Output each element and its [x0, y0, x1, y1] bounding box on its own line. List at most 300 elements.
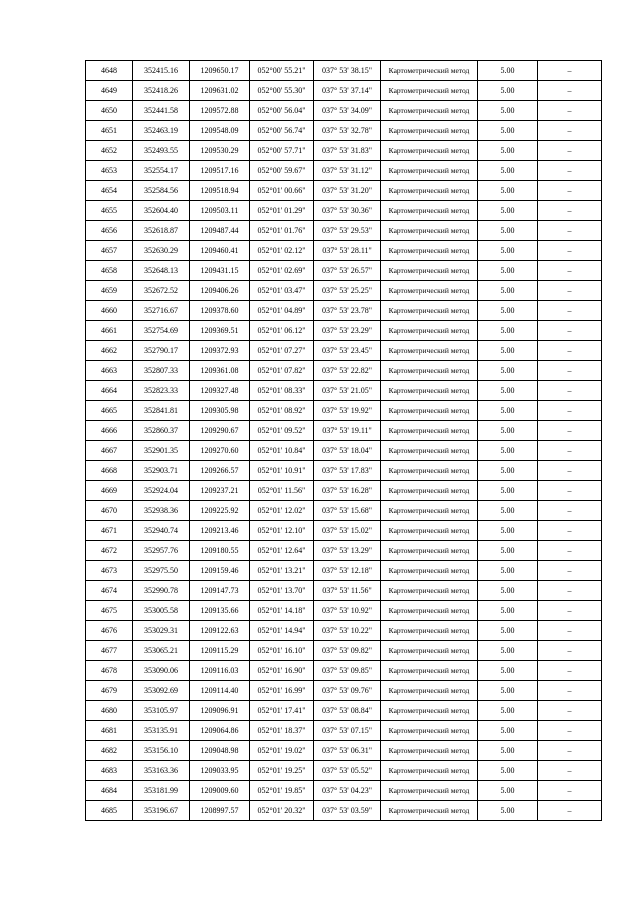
table-row	[86, 61, 602, 81]
cell-point-number: 4673	[86, 561, 133, 581]
cell-y-coordinate: 1209406.26	[190, 281, 250, 301]
cell-x-coordinate: 352901.35	[133, 441, 190, 461]
table-row	[86, 81, 602, 101]
cell-point-number: 4660	[86, 301, 133, 321]
table-row	[86, 561, 602, 581]
cell-description: –	[538, 721, 602, 741]
table-row	[86, 181, 602, 201]
cell-latitude: 052°00' 59.67"	[250, 161, 314, 181]
cell-longitude: 037° 53' 09.76"	[314, 681, 381, 701]
cell-description: –	[538, 681, 602, 701]
table-row	[86, 621, 602, 641]
cell-point-number: 4683	[86, 761, 133, 781]
cell-method: Картометрический метод	[381, 301, 478, 321]
cell-longitude: 037° 53' 31.83"	[314, 141, 381, 161]
cell-method: Картометрический метод	[381, 181, 478, 201]
cell-accuracy: 5.00	[478, 581, 538, 601]
cell-y-coordinate: 1209530.29	[190, 141, 250, 161]
cell-point-number: 4681	[86, 721, 133, 741]
cell-accuracy: 5.00	[478, 261, 538, 281]
cell-description: –	[538, 521, 602, 541]
table-row	[86, 161, 602, 181]
cell-method: Картометрический метод	[381, 101, 478, 121]
cell-accuracy: 5.00	[478, 641, 538, 661]
cell-longitude: 037° 53' 04.23"	[314, 781, 381, 801]
table-row	[86, 441, 602, 461]
cell-y-coordinate: 1209431.15	[190, 261, 250, 281]
cell-method: Картометрический метод	[381, 361, 478, 381]
table-row	[86, 101, 602, 121]
cell-y-coordinate: 1209266.57	[190, 461, 250, 481]
cell-method: Картометрический метод	[381, 381, 478, 401]
cell-accuracy: 5.00	[478, 121, 538, 141]
cell-accuracy: 5.00	[478, 361, 538, 381]
cell-y-coordinate: 1209460.41	[190, 241, 250, 261]
cell-longitude: 037° 53' 23.45"	[314, 341, 381, 361]
cell-description: –	[538, 561, 602, 581]
cell-x-coordinate: 352716.67	[133, 301, 190, 321]
cell-method: Картометрический метод	[381, 121, 478, 141]
table-row	[86, 321, 602, 341]
cell-latitude: 052°00' 56.04"	[250, 101, 314, 121]
cell-longitude: 037° 53' 06.31"	[314, 741, 381, 761]
cell-x-coordinate: 352754.69	[133, 321, 190, 341]
cell-y-coordinate: 1209572.88	[190, 101, 250, 121]
cell-accuracy: 5.00	[478, 401, 538, 421]
cell-x-coordinate: 352938.36	[133, 501, 190, 521]
cell-description: –	[538, 141, 602, 161]
table-row	[86, 481, 602, 501]
cell-point-number: 4664	[86, 381, 133, 401]
cell-method: Картометрический метод	[381, 461, 478, 481]
cell-description: –	[538, 341, 602, 361]
cell-accuracy: 5.00	[478, 61, 538, 81]
cell-accuracy: 5.00	[478, 301, 538, 321]
cell-accuracy: 5.00	[478, 701, 538, 721]
cell-y-coordinate: 1209180.55	[190, 541, 250, 561]
cell-point-number: 4672	[86, 541, 133, 561]
cell-longitude: 037° 53' 25.25"	[314, 281, 381, 301]
cell-method: Картометрический метод	[381, 141, 478, 161]
cell-longitude: 037° 53' 16.28"	[314, 481, 381, 501]
cell-longitude: 037° 53' 31.12"	[314, 161, 381, 181]
cell-method: Картометрический метод	[381, 701, 478, 721]
cell-description: –	[538, 581, 602, 601]
cell-latitude: 052°01' 14.94"	[250, 621, 314, 641]
cell-method: Картометрический метод	[381, 321, 478, 341]
cell-description: –	[538, 621, 602, 641]
cell-x-coordinate: 352975.50	[133, 561, 190, 581]
cell-accuracy: 5.00	[478, 81, 538, 101]
cell-latitude: 052°00' 57.71"	[250, 141, 314, 161]
cell-y-coordinate: 1209372.93	[190, 341, 250, 361]
cell-latitude: 052°01' 12.64"	[250, 541, 314, 561]
table-row	[86, 241, 602, 261]
cell-accuracy: 5.00	[478, 441, 538, 461]
cell-point-number: 4663	[86, 361, 133, 381]
cell-accuracy: 5.00	[478, 321, 538, 341]
cell-description: –	[538, 221, 602, 241]
coordinates-table	[85, 60, 602, 821]
cell-method: Картометрический метод	[381, 61, 478, 81]
cell-longitude: 037° 53' 38.15"	[314, 61, 381, 81]
cell-longitude: 037° 53' 08.84"	[314, 701, 381, 721]
cell-method: Картометрический метод	[381, 241, 478, 261]
table-row	[86, 141, 602, 161]
cell-y-coordinate: 1209114.40	[190, 681, 250, 701]
cell-method: Картометрический метод	[381, 721, 478, 741]
cell-point-number: 4668	[86, 461, 133, 481]
cell-method: Картометрический метод	[381, 801, 478, 821]
cell-method: Картометрический метод	[381, 741, 478, 761]
cell-x-coordinate: 353163.36	[133, 761, 190, 781]
cell-description: –	[538, 161, 602, 181]
cell-accuracy: 5.00	[478, 801, 538, 821]
cell-x-coordinate: 353181.99	[133, 781, 190, 801]
cell-y-coordinate: 1209033.95	[190, 761, 250, 781]
cell-accuracy: 5.00	[478, 201, 538, 221]
cell-x-coordinate: 352940.74	[133, 521, 190, 541]
cell-longitude: 037° 53' 13.29"	[314, 541, 381, 561]
cell-x-coordinate: 352604.40	[133, 201, 190, 221]
cell-x-coordinate: 353029.31	[133, 621, 190, 641]
cell-y-coordinate: 1209225.92	[190, 501, 250, 521]
cell-point-number: 4656	[86, 221, 133, 241]
cell-latitude: 052°01' 07.82"	[250, 361, 314, 381]
cell-method: Картометрический метод	[381, 161, 478, 181]
table-row	[86, 421, 602, 441]
cell-description: –	[538, 421, 602, 441]
table-row	[86, 541, 602, 561]
cell-accuracy: 5.00	[478, 481, 538, 501]
cell-method: Картометрический метод	[381, 201, 478, 221]
cell-latitude: 052°00' 55.21"	[250, 61, 314, 81]
cell-description: –	[538, 641, 602, 661]
cell-point-number: 4659	[86, 281, 133, 301]
cell-method: Картометрический метод	[381, 621, 478, 641]
cell-method: Картометрический метод	[381, 81, 478, 101]
cell-point-number: 4670	[86, 501, 133, 521]
cell-description: –	[538, 261, 602, 281]
cell-x-coordinate: 352648.13	[133, 261, 190, 281]
cell-latitude: 052°01' 13.21"	[250, 561, 314, 581]
cell-x-coordinate: 352554.17	[133, 161, 190, 181]
cell-accuracy: 5.00	[478, 221, 538, 241]
cell-description: –	[538, 321, 602, 341]
cell-y-coordinate: 1209369.51	[190, 321, 250, 341]
cell-x-coordinate: 353005.58	[133, 601, 190, 621]
cell-x-coordinate: 352823.33	[133, 381, 190, 401]
cell-y-coordinate: 1209631.02	[190, 81, 250, 101]
table-row	[86, 261, 602, 281]
table-row	[86, 381, 602, 401]
cell-description: –	[538, 121, 602, 141]
cell-y-coordinate: 1209122.63	[190, 621, 250, 641]
cell-method: Картометрический метод	[381, 541, 478, 561]
table-row	[86, 741, 602, 761]
cell-x-coordinate: 353065.21	[133, 641, 190, 661]
cell-latitude: 052°01' 12.02"	[250, 501, 314, 521]
cell-x-coordinate: 352990.78	[133, 581, 190, 601]
cell-point-number: 4657	[86, 241, 133, 261]
cell-x-coordinate: 352493.55	[133, 141, 190, 161]
cell-x-coordinate: 352618.87	[133, 221, 190, 241]
cell-point-number: 4648	[86, 61, 133, 81]
cell-accuracy: 5.00	[478, 101, 538, 121]
cell-description: –	[538, 361, 602, 381]
cell-y-coordinate: 1209305.98	[190, 401, 250, 421]
cell-point-number: 4671	[86, 521, 133, 541]
cell-longitude: 037° 53' 22.82"	[314, 361, 381, 381]
cell-x-coordinate: 353092.69	[133, 681, 190, 701]
cell-description: –	[538, 801, 602, 821]
cell-latitude: 052°01' 10.84"	[250, 441, 314, 461]
cell-latitude: 052°01' 19.85"	[250, 781, 314, 801]
cell-method: Картометрический метод	[381, 681, 478, 701]
cell-y-coordinate: 1209237.21	[190, 481, 250, 501]
cell-y-coordinate: 1209116.03	[190, 661, 250, 681]
table-row	[86, 761, 602, 781]
cell-latitude: 052°01' 01.76"	[250, 221, 314, 241]
cell-y-coordinate: 1209048.98	[190, 741, 250, 761]
cell-latitude: 052°01' 12.10"	[250, 521, 314, 541]
cell-y-coordinate: 1209147.73	[190, 581, 250, 601]
cell-point-number: 4675	[86, 601, 133, 621]
cell-latitude: 052°01' 00.66"	[250, 181, 314, 201]
cell-x-coordinate: 352860.37	[133, 421, 190, 441]
cell-method: Картометрический метод	[381, 221, 478, 241]
table-row	[86, 581, 602, 601]
cell-x-coordinate: 352441.58	[133, 101, 190, 121]
cell-y-coordinate: 1209096.91	[190, 701, 250, 721]
cell-x-coordinate: 352415.16	[133, 61, 190, 81]
table-row	[86, 221, 602, 241]
cell-point-number: 4652	[86, 141, 133, 161]
cell-y-coordinate: 1209650.17	[190, 61, 250, 81]
cell-longitude: 037° 53' 19.11"	[314, 421, 381, 441]
cell-latitude: 052°01' 20.32"	[250, 801, 314, 821]
cell-point-number: 4667	[86, 441, 133, 461]
cell-latitude: 052°01' 02.12"	[250, 241, 314, 261]
cell-accuracy: 5.00	[478, 561, 538, 581]
cell-longitude: 037° 53' 19.92"	[314, 401, 381, 421]
cell-latitude: 052°01' 07.27"	[250, 341, 314, 361]
cell-x-coordinate: 352630.29	[133, 241, 190, 261]
cell-point-number: 4684	[86, 781, 133, 801]
cell-point-number: 4655	[86, 201, 133, 221]
cell-method: Картометрический метод	[381, 521, 478, 541]
cell-longitude: 037° 53' 29.53"	[314, 221, 381, 241]
cell-point-number: 4680	[86, 701, 133, 721]
cell-x-coordinate: 352418.26	[133, 81, 190, 101]
cell-method: Картометрический метод	[381, 641, 478, 661]
cell-longitude: 037° 53' 18.04"	[314, 441, 381, 461]
cell-y-coordinate: 1209378.60	[190, 301, 250, 321]
cell-accuracy: 5.00	[478, 661, 538, 681]
cell-latitude: 052°00' 55.30"	[250, 81, 314, 101]
cell-latitude: 052°00' 56.74"	[250, 121, 314, 141]
cell-point-number: 4653	[86, 161, 133, 181]
cell-accuracy: 5.00	[478, 381, 538, 401]
cell-accuracy: 5.00	[478, 281, 538, 301]
cell-x-coordinate: 353135.91	[133, 721, 190, 741]
cell-point-number: 4676	[86, 621, 133, 641]
cell-accuracy: 5.00	[478, 461, 538, 481]
cell-longitude: 037° 53' 26.57"	[314, 261, 381, 281]
cell-description: –	[538, 61, 602, 81]
cell-description: –	[538, 281, 602, 301]
cell-latitude: 052°01' 11.56"	[250, 481, 314, 501]
cell-accuracy: 5.00	[478, 521, 538, 541]
cell-latitude: 052°01' 06.12"	[250, 321, 314, 341]
cell-latitude: 052°01' 19.02"	[250, 741, 314, 761]
cell-longitude: 037° 53' 32.78"	[314, 121, 381, 141]
cell-point-number: 4661	[86, 321, 133, 341]
cell-point-number: 4685	[86, 801, 133, 821]
cell-point-number: 4669	[86, 481, 133, 501]
cell-accuracy: 5.00	[478, 341, 538, 361]
cell-x-coordinate: 352790.17	[133, 341, 190, 361]
cell-description: –	[538, 441, 602, 461]
cell-description: –	[538, 381, 602, 401]
cell-x-coordinate: 352957.76	[133, 541, 190, 561]
cell-description: –	[538, 781, 602, 801]
cell-longitude: 037° 53' 23.78"	[314, 301, 381, 321]
cell-point-number: 4674	[86, 581, 133, 601]
cell-point-number: 4666	[86, 421, 133, 441]
cell-y-coordinate: 1209270.60	[190, 441, 250, 461]
cell-point-number: 4658	[86, 261, 133, 281]
cell-longitude: 037° 53' 05.52"	[314, 761, 381, 781]
cell-point-number: 4654	[86, 181, 133, 201]
cell-latitude: 052°01' 13.70"	[250, 581, 314, 601]
cell-y-coordinate: 1209290.67	[190, 421, 250, 441]
cell-accuracy: 5.00	[478, 621, 538, 641]
cell-point-number: 4650	[86, 101, 133, 121]
cell-accuracy: 5.00	[478, 781, 538, 801]
cell-method: Картометрический метод	[381, 781, 478, 801]
cell-longitude: 037° 53' 31.20"	[314, 181, 381, 201]
cell-y-coordinate: 1209517.16	[190, 161, 250, 181]
cell-longitude: 037° 53' 15.68"	[314, 501, 381, 521]
cell-x-coordinate: 353090.06	[133, 661, 190, 681]
cell-x-coordinate: 352924.04	[133, 481, 190, 501]
table-row	[86, 521, 602, 541]
table-row	[86, 681, 602, 701]
cell-latitude: 052°01' 04.89"	[250, 301, 314, 321]
cell-point-number: 4649	[86, 81, 133, 101]
cell-description: –	[538, 81, 602, 101]
cell-longitude: 037° 53' 28.11"	[314, 241, 381, 261]
cell-x-coordinate: 352584.56	[133, 181, 190, 201]
cell-point-number: 4682	[86, 741, 133, 761]
cell-longitude: 037° 53' 34.09"	[314, 101, 381, 121]
cell-point-number: 4678	[86, 661, 133, 681]
table-row	[86, 601, 602, 621]
cell-accuracy: 5.00	[478, 161, 538, 181]
cell-y-coordinate: 1208997.57	[190, 801, 250, 821]
table-row	[86, 461, 602, 481]
cell-longitude: 037° 53' 09.85"	[314, 661, 381, 681]
table-row	[86, 201, 602, 221]
cell-y-coordinate: 1209327.48	[190, 381, 250, 401]
cell-method: Картометрический метод	[381, 481, 478, 501]
table-row	[86, 301, 602, 321]
cell-y-coordinate: 1209009.60	[190, 781, 250, 801]
cell-method: Картометрический метод	[381, 281, 478, 301]
cell-point-number: 4679	[86, 681, 133, 701]
table-row	[86, 341, 602, 361]
cell-description: –	[538, 541, 602, 561]
cell-description: –	[538, 661, 602, 681]
cell-method: Картометрический метод	[381, 501, 478, 521]
cell-latitude: 052°01' 08.33"	[250, 381, 314, 401]
cell-description: –	[538, 761, 602, 781]
cell-latitude: 052°01' 16.99"	[250, 681, 314, 701]
cell-accuracy: 5.00	[478, 761, 538, 781]
cell-latitude: 052°01' 18.37"	[250, 721, 314, 741]
cell-description: –	[538, 741, 602, 761]
cell-description: –	[538, 481, 602, 501]
cell-y-coordinate: 1209135.66	[190, 601, 250, 621]
cell-longitude: 037° 53' 03.59"	[314, 801, 381, 821]
cell-accuracy: 5.00	[478, 721, 538, 741]
table-row	[86, 781, 602, 801]
cell-latitude: 052°01' 09.52"	[250, 421, 314, 441]
cell-accuracy: 5.00	[478, 241, 538, 261]
cell-longitude: 037° 53' 23.29"	[314, 321, 381, 341]
cell-x-coordinate: 352903.71	[133, 461, 190, 481]
cell-x-coordinate: 352807.33	[133, 361, 190, 381]
table-row	[86, 401, 602, 421]
cell-latitude: 052°01' 10.91"	[250, 461, 314, 481]
table-row	[86, 721, 602, 741]
cell-description: –	[538, 461, 602, 481]
cell-accuracy: 5.00	[478, 421, 538, 441]
cell-latitude: 052°01' 19.25"	[250, 761, 314, 781]
cell-point-number: 4651	[86, 121, 133, 141]
cell-method: Картометрический метод	[381, 761, 478, 781]
cell-accuracy: 5.00	[478, 541, 538, 561]
cell-method: Картометрический метод	[381, 401, 478, 421]
cell-x-coordinate: 352841.81	[133, 401, 190, 421]
cell-point-number: 4677	[86, 641, 133, 661]
table-row	[86, 501, 602, 521]
cell-description: –	[538, 501, 602, 521]
cell-latitude: 052°01' 14.18"	[250, 601, 314, 621]
cell-accuracy: 5.00	[478, 601, 538, 621]
cell-latitude: 052°01' 01.29"	[250, 201, 314, 221]
cell-method: Картометрический метод	[381, 341, 478, 361]
cell-x-coordinate: 353156.10	[133, 741, 190, 761]
cell-x-coordinate: 352672.52	[133, 281, 190, 301]
cell-latitude: 052°01' 16.90"	[250, 661, 314, 681]
cell-accuracy: 5.00	[478, 501, 538, 521]
cell-accuracy: 5.00	[478, 741, 538, 761]
cell-y-coordinate: 1209503.11	[190, 201, 250, 221]
cell-method: Картометрический метод	[381, 581, 478, 601]
cell-y-coordinate: 1209213.46	[190, 521, 250, 541]
cell-y-coordinate: 1209361.08	[190, 361, 250, 381]
cell-y-coordinate: 1209115.29	[190, 641, 250, 661]
cell-description: –	[538, 201, 602, 221]
cell-longitude: 037° 53' 12.18"	[314, 561, 381, 581]
cell-y-coordinate: 1209487.44	[190, 221, 250, 241]
cell-description: –	[538, 241, 602, 261]
cell-accuracy: 5.00	[478, 681, 538, 701]
cell-latitude: 052°01' 08.92"	[250, 401, 314, 421]
cell-longitude: 037° 53' 09.82"	[314, 641, 381, 661]
